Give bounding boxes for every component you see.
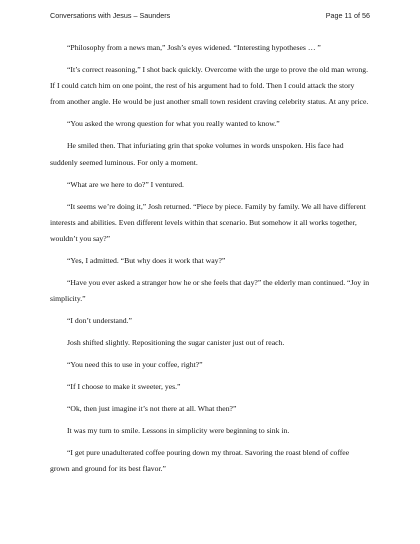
paragraph: “What are we here to do?” I ventured. xyxy=(67,179,184,189)
paragraph: “Have you ever asked a stranger how he or she feels that day?” the elderly man continued. “Joy in simplicity.” xyxy=(50,278,370,304)
paragraph: It was my turn to smile. Lessons in simplicity were beginning to sink in. xyxy=(67,426,290,436)
paragraph: “Philosophy from a news man,” Josh’s eyes widened. “Interesting hypotheses … ” xyxy=(67,43,321,52)
document-title: Conversations with Jesus – Saunders xyxy=(50,11,171,20)
paragraph: Josh shifted slightly. Repositioning the sugar canister just out of reach. xyxy=(67,338,285,348)
paragraph: “If I choose to make it sweeter, yes.” xyxy=(67,382,181,392)
page-number: Page 11 of 56 xyxy=(325,11,370,20)
paragraph: He smiled then. That infuriating grin that spoke volumes in words unspoken. His face had suddenly seemed luminous. For only a moment. xyxy=(50,141,344,167)
paragraph: “You need this to use in your coffee, right?” xyxy=(67,360,203,370)
paragraph: “Yes, I admitted. “But why does it work that way?” xyxy=(67,256,226,266)
document-body xyxy=(50,40,370,483)
page-header xyxy=(50,11,370,20)
paragraph: “I get pure unadulterated coffee pouring down my throat. Savoring the roast blend of coffee grown and ground for its best flavor.” xyxy=(50,448,350,474)
paragraph: “Ok, then just imagine it’s not there at all. What then?” xyxy=(67,404,237,414)
paragraph: “You asked the wrong question for what you really wanted to know.” xyxy=(67,119,280,129)
paragraph: “I don’t understand.” xyxy=(67,316,132,326)
paragraph: “It’s correct reasoning,” I shot back quickly. Overcome with the urge to prove the old man wrong. If I could catch him on one point, the rest of his argument had to fold. Then I could attack the story from another angle. He would be just another small town resident craving celebrity status. At any price. xyxy=(50,65,369,107)
paragraph: “It seems we’re doing it,” Josh returned. “Piece by piece. Family by family. We all have different interests and abilities. Even different levels within that scenario. But somehow it all works together, wouldn’t you say?” xyxy=(50,201,366,244)
